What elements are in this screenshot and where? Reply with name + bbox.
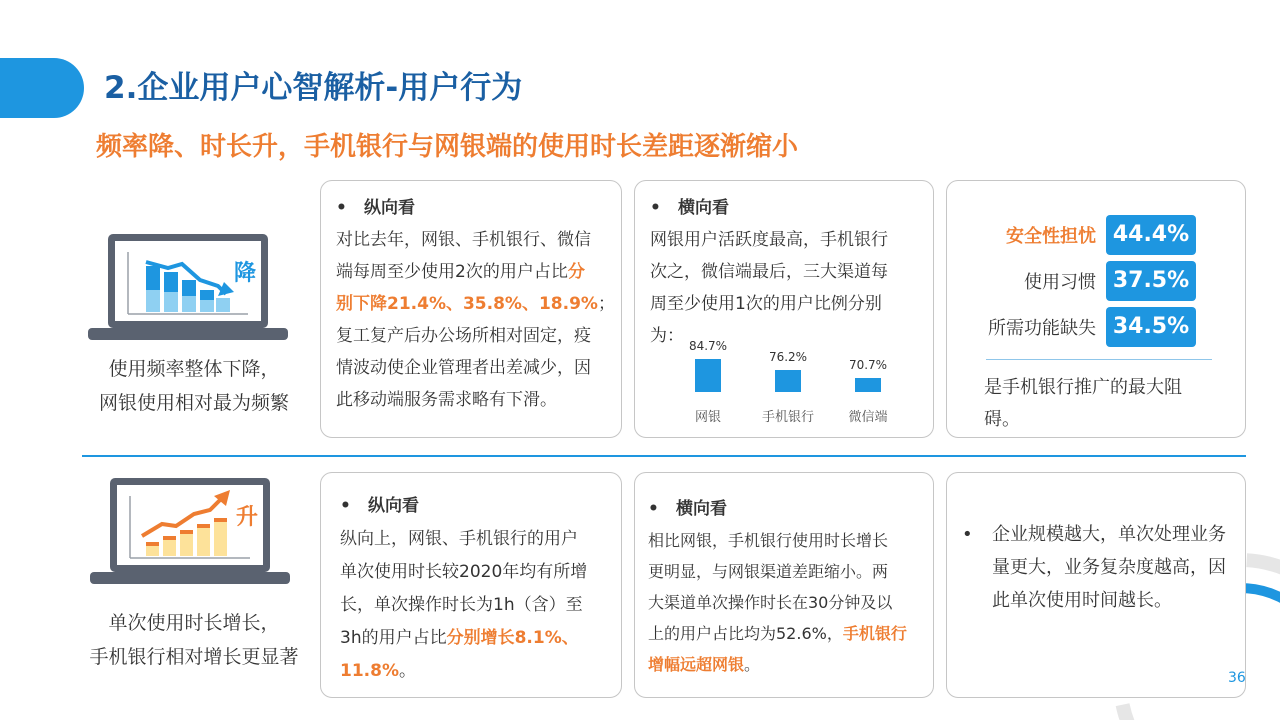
text-line: 纵向上，网银、手机银行的用户 xyxy=(340,529,578,549)
highlight-text: 手机银行 xyxy=(842,624,907,643)
text-span: 端每周至少使用2次的用户占比 xyxy=(336,262,568,282)
text-line: 次之，微信端最后，三大渠道每 xyxy=(650,262,888,282)
chart-bar xyxy=(695,359,721,392)
highlight-text: 别下降21.4%、35.8%、18.9% xyxy=(336,294,598,314)
bullet-icon: • xyxy=(962,524,973,545)
text-line: 更明显，与网银渠道差距缩小。两 xyxy=(648,562,889,581)
text-line: 周至少使用1次的用户比例分别 xyxy=(650,294,882,314)
heading-label: 纵向看 xyxy=(368,496,419,516)
chart-bar xyxy=(855,378,881,392)
text-line xyxy=(648,649,930,680)
row2-vertical-heading xyxy=(340,490,618,523)
bullet-icon: • xyxy=(650,198,661,218)
text-line: 网银用户活跃度最高，手机银行 xyxy=(650,230,888,250)
page-subtitle: 频率降、时长升，手机银行与网银端的使用时长差距逐渐缩小 xyxy=(96,132,799,162)
note-line xyxy=(962,518,1242,551)
row2-caption-line1: 单次使用时长增长， xyxy=(108,612,280,634)
note-line: 此单次使用时间越长。 xyxy=(992,590,1172,611)
chart-bar xyxy=(775,370,801,392)
chart-value-label: 70.7% xyxy=(848,357,888,372)
reason-row xyxy=(980,215,1096,255)
text-line: 长，单次操作时长为1h（含）至 xyxy=(340,595,583,615)
text-line xyxy=(340,622,618,655)
row2-caption xyxy=(66,606,322,674)
reason-label: 安全性担忧 xyxy=(1006,226,1096,247)
laptop-growth-icon xyxy=(90,476,290,591)
text-span: 。 xyxy=(398,661,416,681)
row1-horizontal-heading xyxy=(650,192,930,224)
text-span: ； xyxy=(597,294,615,314)
laptop-decline-icon xyxy=(88,232,288,347)
text-line: 大渠道单次操作时长在30分钟及以 xyxy=(648,593,893,612)
heading-label: 纵向看 xyxy=(364,198,415,218)
note-line: 量更大，业务复杂度越高，因 xyxy=(992,557,1226,578)
text-span: 3h的用户占比 xyxy=(340,628,447,648)
text-line: 复工复产后办公场所相对固定，疫 xyxy=(336,326,591,346)
heading-label: 横向看 xyxy=(678,198,729,218)
text-line: 是手机银行推广的最大阻 xyxy=(984,377,1182,398)
bullet-icon: • xyxy=(336,198,347,218)
page-title: 2.企业用户心智解析-用户行为 xyxy=(104,70,523,106)
bullet-icon: • xyxy=(648,499,659,519)
row1-vertical-text xyxy=(336,192,620,416)
text-line: 单次使用时长较2020年均有所增 xyxy=(340,562,588,582)
text-line: 情波动使企业管理者出差减少，因 xyxy=(336,358,591,378)
section-divider xyxy=(82,455,1246,457)
reason-label: 使用习惯 xyxy=(1024,272,1096,293)
reason-value: 44.4% xyxy=(1106,215,1196,255)
row1-vertical-heading xyxy=(336,192,620,224)
row1-horizontal-text xyxy=(650,192,930,352)
chart-category-label: 手机银行 xyxy=(761,410,814,425)
row2-caption-line2: 手机银行相对增长更显著 xyxy=(89,646,299,668)
text-line xyxy=(648,618,930,649)
channel-usage-chart xyxy=(660,330,930,430)
highlight-text: 分别增长8.1%、 xyxy=(446,628,579,648)
decline-badge: 降 xyxy=(234,261,257,286)
row2-horizontal-heading xyxy=(648,494,930,525)
text-span: 企业规模越大，单次处理业务 xyxy=(992,524,1226,545)
text-line: 对比去年，网银、手机银行、微信 xyxy=(336,230,591,250)
highlight-text: 11.8% xyxy=(340,661,399,681)
chart-category-label: 微信端 xyxy=(848,410,888,425)
highlight-text: 分 xyxy=(567,262,585,282)
row2-note-text xyxy=(962,518,1242,617)
text-line: 此移动端服务需求略有下滑。 xyxy=(336,390,557,410)
row1-caption-line2: 网银使用相对最为频繁 xyxy=(98,392,289,414)
reason-row xyxy=(980,261,1096,301)
reason-row xyxy=(970,307,1096,347)
text-line: 碍。 xyxy=(984,409,1020,430)
row1-caption xyxy=(80,352,308,420)
growth-badge: 升 xyxy=(236,505,259,530)
chart-category-label: 网银 xyxy=(694,410,721,425)
text-line xyxy=(336,256,620,288)
text-line: 为： xyxy=(650,326,684,346)
highlight-text: 增幅远超网银 xyxy=(648,655,745,674)
title-accent-bar xyxy=(0,58,84,118)
page-number: 36 xyxy=(1228,670,1246,686)
chart-value-label: 84.7% xyxy=(688,339,728,354)
text-line xyxy=(340,655,618,688)
bullet-icon: • xyxy=(340,496,351,516)
text-line: 相比网银，手机银行使用时长增长 xyxy=(648,531,889,550)
text-span: 上的用户占比均为52.6%， xyxy=(648,624,843,643)
heading-label: 横向看 xyxy=(676,499,727,519)
reason-label: 所需功能缺失 xyxy=(988,318,1096,339)
chart-value-label: 76.2% xyxy=(768,350,808,365)
reason-value: 37.5% xyxy=(1106,261,1196,301)
reason-conclusion xyxy=(984,372,1224,436)
row2-vertical-text xyxy=(340,490,618,688)
reason-value: 34.5% xyxy=(1106,307,1196,347)
row2-horizontal-text xyxy=(648,494,930,680)
text-line xyxy=(336,288,620,320)
reason-divider xyxy=(986,359,1212,360)
row1-caption-line1: 使用频率整体下降， xyxy=(108,358,280,380)
text-span: 。 xyxy=(744,655,761,674)
